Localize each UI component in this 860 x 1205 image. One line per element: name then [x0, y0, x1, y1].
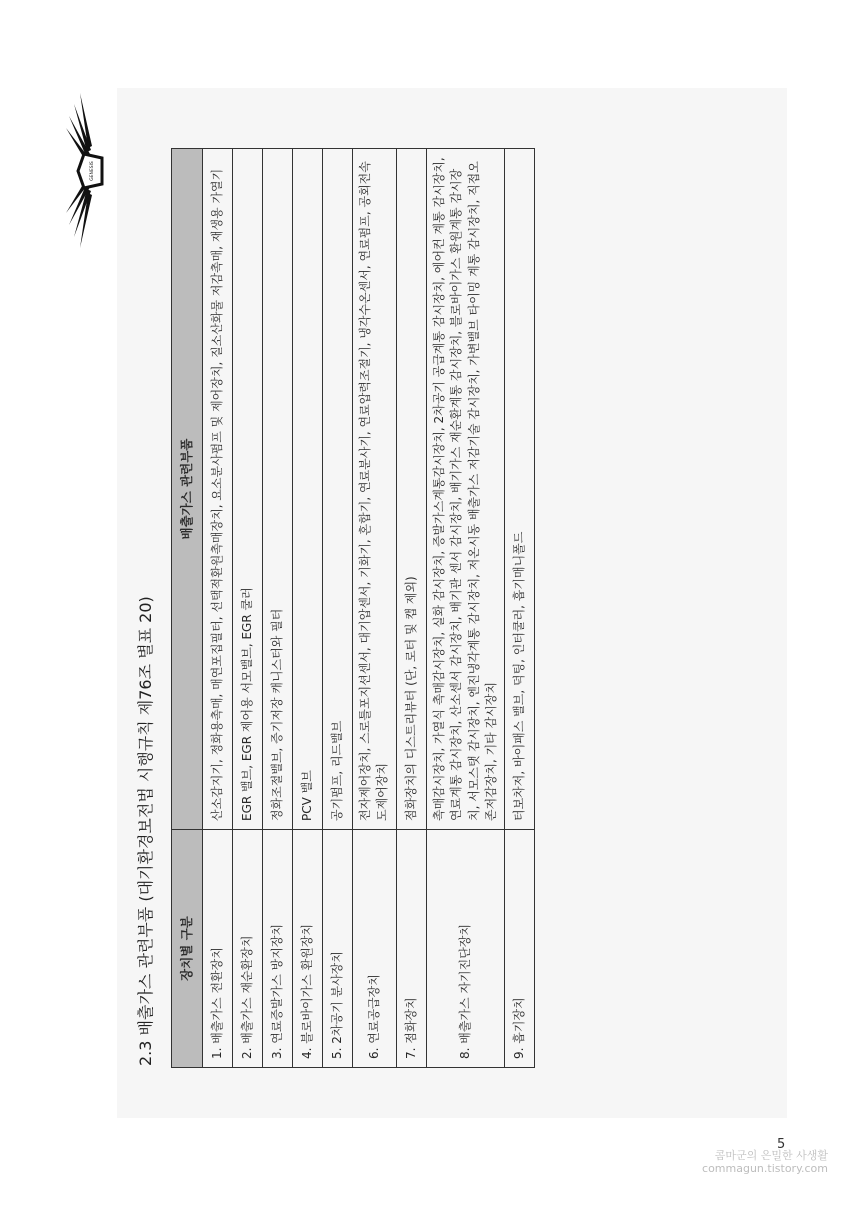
table-row [505, 149, 535, 1068]
logo-brand-text: GENESIS [90, 161, 95, 181]
genesis-logo-icon [58, 88, 108, 253]
row-parts: 전자제어장치, 스로틀포지션센서, 대기압센서, 기화기, 혼합기, 연료분사기, 연료압력조절기, 냉각수온센서, 연료펌프, 공회전속도제어장치 [353, 149, 397, 830]
table-row [203, 149, 233, 1068]
row-category: 1. 배출가스 전환장치 [203, 830, 233, 1068]
row-category: 6. 연료공급장치 [353, 830, 397, 1068]
watermark-blog-name: 콤마군의 은밀한 사생활 [714, 1149, 828, 1162]
row-parts: 촉매감시장치, 가열식 촉매감시장치, 실화 감시장치, 증발가스계통감시장치, 2차공기 공급계통 감시장치, 에어컨 계통 감시장치, 연료계통 감시장치, 산소센서 감시장치, 배기관 센서 감시장치, 배기가스 재순환계통 감시장치, 블로바이가스 환원계통 감시장치, 서모스탯 감시장치, 엔진냉각계통 감시장치, 저온시동 배출가스 저감기술 감시장치, 가변밸브 타이밍 계통 감시장치, 직접오존저감장치, 기타 감시장치 [426, 149, 505, 830]
row-parts: EGR 밸브, EGR 제어용 서모밸브, EGR 쿨러 [233, 149, 263, 830]
row-parts: 정화조절밸브, 증기저장 캐니스터와 필터 [263, 149, 293, 830]
section-title: 2.3 배출가스 관련부품 (대기환경보전법 시행규칙 제76조 별표 20) [136, 596, 155, 1066]
row-parts: 공기펌프, 리드밸브 [323, 149, 353, 830]
row-parts: 터보차저, 바이패스 밸브, 덕팅, 인터쿨러, 흡기매니폴드 [505, 149, 535, 830]
row-category: 5. 2차공기 분사장치 [323, 830, 353, 1068]
header-parts: 배출가스 관련부품 [172, 149, 203, 830]
table-row [426, 149, 505, 1068]
table-row [396, 149, 426, 1068]
table-header-row [172, 149, 203, 1068]
row-parts: 점화장치의 디스트리뷰터 (단, 로터 및 캡 제외) [396, 149, 426, 830]
table-row [353, 149, 397, 1068]
row-category: 9. 흡기장치 [505, 830, 535, 1068]
row-category: 3. 연료증발가스 방지장치 [263, 830, 293, 1068]
row-parts: PCV 밸브 [293, 149, 323, 830]
row-category: 7. 점화장치 [396, 830, 426, 1068]
table-row [233, 149, 263, 1068]
table-row [293, 149, 323, 1068]
rotated-page [117, 88, 787, 1118]
row-category: 2. 배출가스 재순환장치 [233, 830, 263, 1068]
table-row [263, 149, 293, 1068]
table-row [323, 149, 353, 1068]
emission-parts-table [171, 148, 535, 1068]
header-category: 장치별 구분 [172, 830, 203, 1068]
row-category: 8. 배출가스 자기진단장치 [426, 830, 505, 1068]
watermark-blog-url: commagun.tistory.com [702, 1162, 828, 1175]
page-number: 5 [777, 1137, 786, 1152]
row-parts: 산소감지기, 정화용촉매, 매연포집필터, 선택적환원촉매장치, 요소분사펌프 및 제어장치, 질소산화물 저감촉매, 재생용 가열기 [203, 149, 233, 830]
row-category: 4. 블로바이가스 환원장치 [293, 830, 323, 1068]
